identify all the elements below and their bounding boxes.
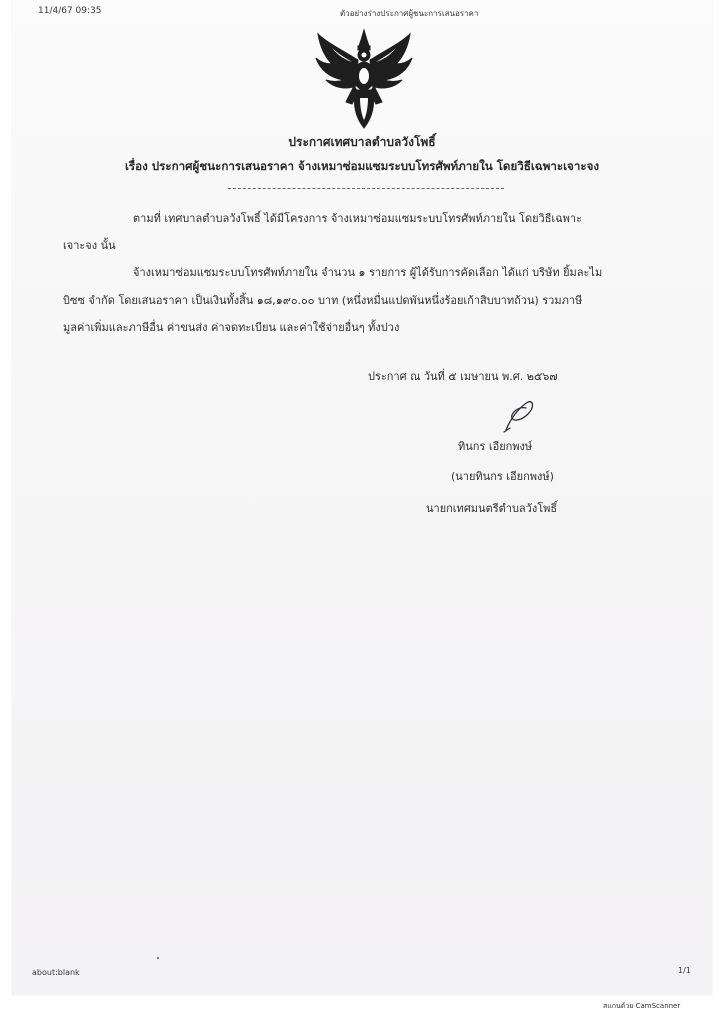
divider-line xyxy=(228,188,504,189)
document-title: ประกาศเทศบาลตำบลวังโพธิ์ xyxy=(288,135,436,149)
garuda-emblem-icon xyxy=(312,28,416,132)
document-subject: เรื่อง ประกาศผู้ชนะการเสนอราคา จ้างเหมาซ่อมแซมระบบโทรศัพท์ภายใน โดยวิธีเฉพาะเจาะจง xyxy=(124,159,600,173)
paragraph1-line1: ตามที่ เทศบาลตำบลวังโพธิ์ ได้มีโครงการ จ้างเหมาซ่อมแซมระบบโทรศัพท์ภายใน โดยวิธีเฉพาะ xyxy=(133,212,583,225)
signer-full-name: (นายทินกร เอียกพงษ์) xyxy=(451,470,554,483)
print-timestamp: 11/4/67 09:35 xyxy=(38,6,102,16)
handwritten-signature xyxy=(500,398,540,434)
paragraph2-line1: จ้างเหมาซ่อมแซมระบบโทรศัพท์ภายใน จำนวน ๑ รายการ ผู้ได้รับการคัดเลือก ได้แก่ บริษัท ยิ้มละไม xyxy=(133,266,603,279)
paragraph2-line2: บิซซ จำกัด โดยเสนอราคา เป็นเงินทั้งสิ้น ๑๘,๑๙๐.๐๐ บาท (หนึ่งหมื่นแปดพันหนึ่งร้อยเก้าสิบบาทถ้วน) รวมภาษี xyxy=(63,294,583,307)
print-page-title: ตัวอย่างร่างประกาศผู้ชนะการเสนอราคา xyxy=(340,9,479,18)
paragraph1-line2: เจาะจง นั้น xyxy=(63,239,116,252)
scanner-watermark: สแกนด้วย CamScanner xyxy=(603,1002,681,1010)
paragraph2-line3: มูลค่าเพิ่มและภาษีอื่น ค่าขนส่ง ค่าจดทะเบียน และค่าใช้จ่ายอื่นๆ ทั้งปวง xyxy=(63,321,400,334)
signer-position: นายกเทศมนตรีตำบลวังโพธิ์ xyxy=(426,502,558,515)
print-url: about:blank xyxy=(32,968,80,977)
print-page-number: 1/1 xyxy=(678,966,691,975)
speck xyxy=(157,957,159,959)
signer-name: ทินกร เอียกพงษ์ xyxy=(458,440,533,453)
announcement-date: ประกาศ ณ วันที่ ๕ เมษายน พ.ศ. ๒๕๖๗ xyxy=(368,370,558,383)
